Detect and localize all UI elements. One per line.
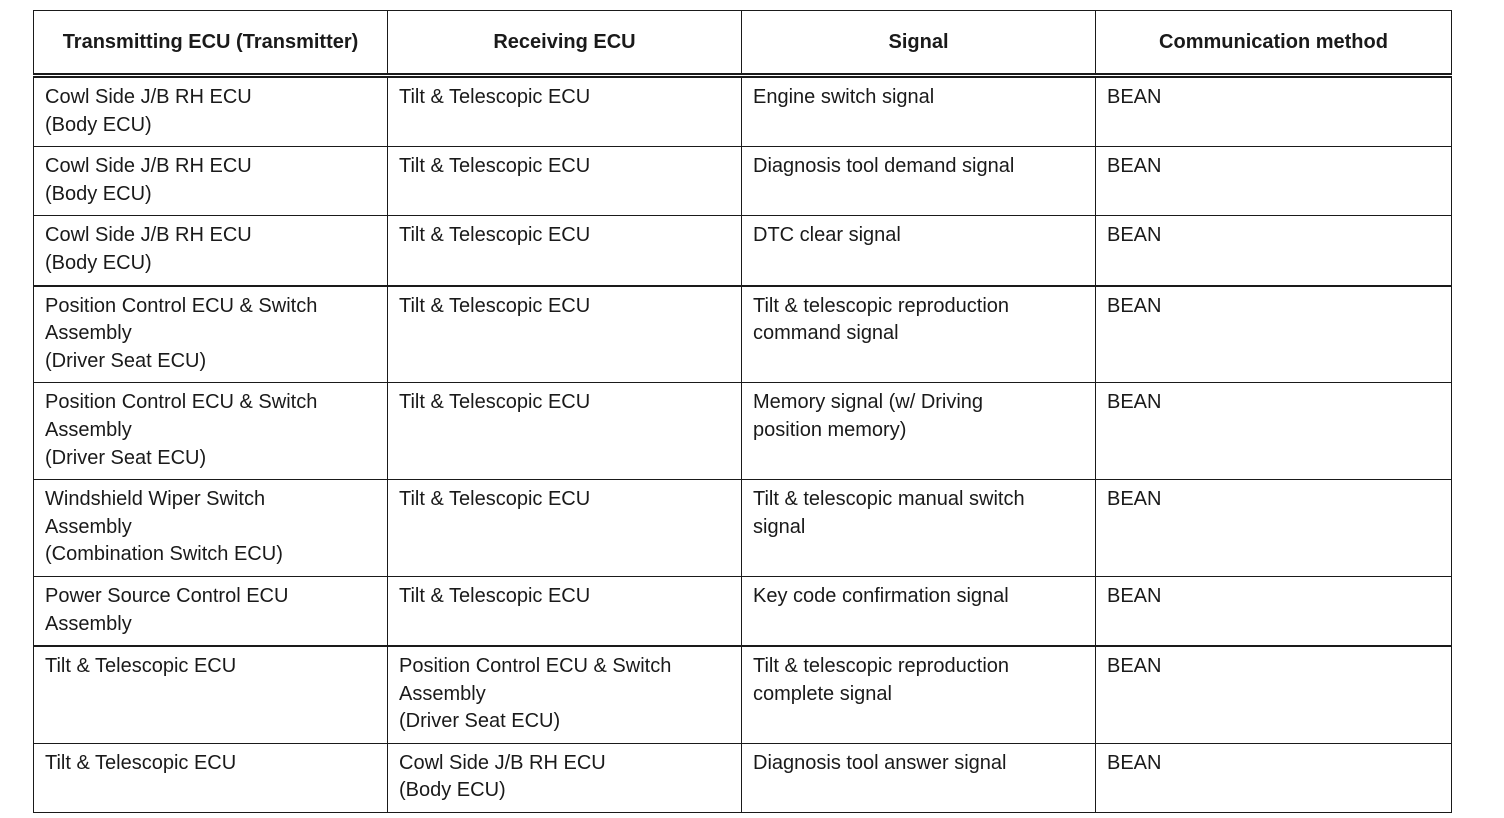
cell-line: signal [753, 515, 806, 538]
signal-cell [742, 576, 1096, 646]
cell-line: Tilt & Telescopic ECU [399, 155, 591, 178]
cell-line: BEAN [1107, 224, 1162, 247]
header-receiving-ecu [388, 11, 742, 76]
header-line: Signal [888, 30, 949, 53]
signal-cell [742, 743, 1096, 812]
cell-line: BEAN [1107, 155, 1162, 178]
cell-line: BEAN [1107, 488, 1162, 511]
table-row [34, 286, 1452, 383]
method-cell [1096, 147, 1452, 216]
receiver-cell [388, 147, 742, 216]
signal-cell [742, 646, 1096, 743]
method-cell [1096, 286, 1452, 383]
transmitter-cell [34, 646, 388, 743]
table-body [34, 76, 1452, 813]
receiver-cell [388, 76, 742, 147]
header-line: Communication method [1159, 30, 1388, 53]
cell-line: Assembly [399, 682, 486, 705]
cell-line: BEAN [1107, 584, 1162, 607]
cell-line: Tilt & Telescopic ECU [45, 655, 237, 678]
method-cell [1096, 576, 1452, 646]
method-cell [1096, 383, 1452, 480]
cell-line: Tilt & Telescopic ECU [45, 751, 237, 774]
cell-line: Diagnosis tool demand signal [753, 155, 1015, 178]
cell-line: Position Control ECU & Switch [45, 294, 318, 317]
cell-line: Engine switch signal [753, 86, 935, 108]
receiver-cell [388, 216, 742, 286]
cell-line: Tilt & telescopic reproduction [753, 294, 1010, 317]
cell-line: Cowl Side J/B RH ECU [45, 86, 252, 108]
receiver-cell [388, 576, 742, 646]
transmitter-cell [34, 480, 388, 577]
cell-line: Key code confirmation signal [753, 584, 1009, 607]
cell-line: Cowl Side J/B RH ECU [45, 224, 252, 247]
cell-line: Tilt & Telescopic ECU [399, 224, 591, 247]
cell-line: (Combination Switch ECU) [45, 543, 283, 566]
cell-line: Assembly [45, 418, 132, 441]
cell-line: DTC clear signal [753, 224, 901, 247]
transmitter-cell [34, 743, 388, 812]
receiver-cell [388, 646, 742, 743]
cell-line: Tilt & telescopic reproduction [753, 655, 1010, 678]
table-row [34, 216, 1452, 286]
cell-line: (Body ECU) [45, 251, 152, 274]
cell-line: Windshield Wiper Switch [45, 488, 266, 511]
cell-line: (Driver Seat ECU) [399, 710, 561, 733]
cell-line: command signal [753, 322, 899, 345]
transmitter-cell [34, 147, 388, 216]
cell-line: BEAN [1107, 751, 1162, 774]
table-row [34, 147, 1452, 216]
header-row [34, 11, 1452, 76]
cell-line: Tilt & Telescopic ECU [399, 584, 591, 607]
cell-line: (Driver Seat ECU) [45, 349, 207, 372]
cell-line: (Body ECU) [45, 182, 152, 205]
method-cell [1096, 743, 1452, 812]
method-cell [1096, 216, 1452, 286]
table-row [34, 76, 1452, 147]
signal-cell [742, 480, 1096, 577]
cell-line: Position Control ECU & Switch [45, 391, 318, 414]
cell-line: Assembly [45, 322, 132, 345]
receiver-cell [388, 383, 742, 480]
header-signal [742, 11, 1096, 76]
receiver-cell [388, 743, 742, 812]
transmitter-cell [34, 286, 388, 383]
cell-line: Diagnosis tool answer signal [753, 751, 1007, 774]
cell-line: Power Source Control ECU [45, 584, 289, 607]
cell-line: Assembly [45, 612, 132, 635]
signal-cell [742, 286, 1096, 383]
cell-line: Position Control ECU & Switch [399, 655, 672, 678]
header-communication-method [1096, 11, 1452, 76]
cell-line: Cowl Side J/B RH ECU [399, 751, 606, 774]
header-line: Receiving ECU [493, 30, 636, 53]
receiver-cell [388, 480, 742, 577]
cell-line: BEAN [1107, 391, 1162, 414]
signal-cell [742, 383, 1096, 480]
table-header [34, 11, 1452, 76]
cell-line: BEAN [1107, 294, 1162, 317]
table-row [34, 383, 1452, 480]
cell-line: position memory) [753, 418, 907, 441]
table-row [34, 743, 1452, 812]
table-row [34, 480, 1452, 577]
signal-cell [742, 147, 1096, 216]
cell-line: BEAN [1107, 655, 1162, 678]
cell-line: (Body ECU) [45, 113, 152, 136]
cell-line: complete signal [753, 682, 892, 705]
method-cell [1096, 480, 1452, 577]
communication-table [33, 10, 1452, 813]
signal-cell [742, 76, 1096, 147]
cell-line: Tilt & Telescopic ECU [399, 391, 591, 414]
cell-line: Assembly [45, 515, 132, 538]
cell-line: Cowl Side J/B RH ECU [45, 155, 252, 178]
transmitter-cell [34, 216, 388, 286]
method-cell [1096, 646, 1452, 743]
cell-line: Memory signal (w/ Driving [753, 391, 984, 414]
transmitter-cell [34, 76, 388, 147]
cell-line: Tilt & Telescopic ECU [399, 294, 591, 317]
table-row [34, 576, 1452, 646]
header-transmitting-ecu [34, 11, 388, 76]
header-line: (Transmitter) [236, 30, 359, 53]
cell-line: (Body ECU) [399, 779, 506, 802]
cell-line: (Driver Seat ECU) [45, 446, 207, 469]
cell-line: Tilt & Telescopic ECU [399, 488, 591, 511]
cell-line: Tilt & Telescopic ECU [399, 86, 591, 108]
header-line: Transmitting ECU [62, 30, 231, 53]
cell-line: BEAN [1107, 86, 1162, 108]
transmitter-cell [34, 383, 388, 480]
signal-cell [742, 216, 1096, 286]
method-cell [1096, 76, 1452, 147]
receiver-cell [388, 286, 742, 383]
cell-line: Tilt & telescopic manual switch [753, 488, 1025, 511]
transmitter-cell [34, 576, 388, 646]
table-row [34, 646, 1452, 743]
